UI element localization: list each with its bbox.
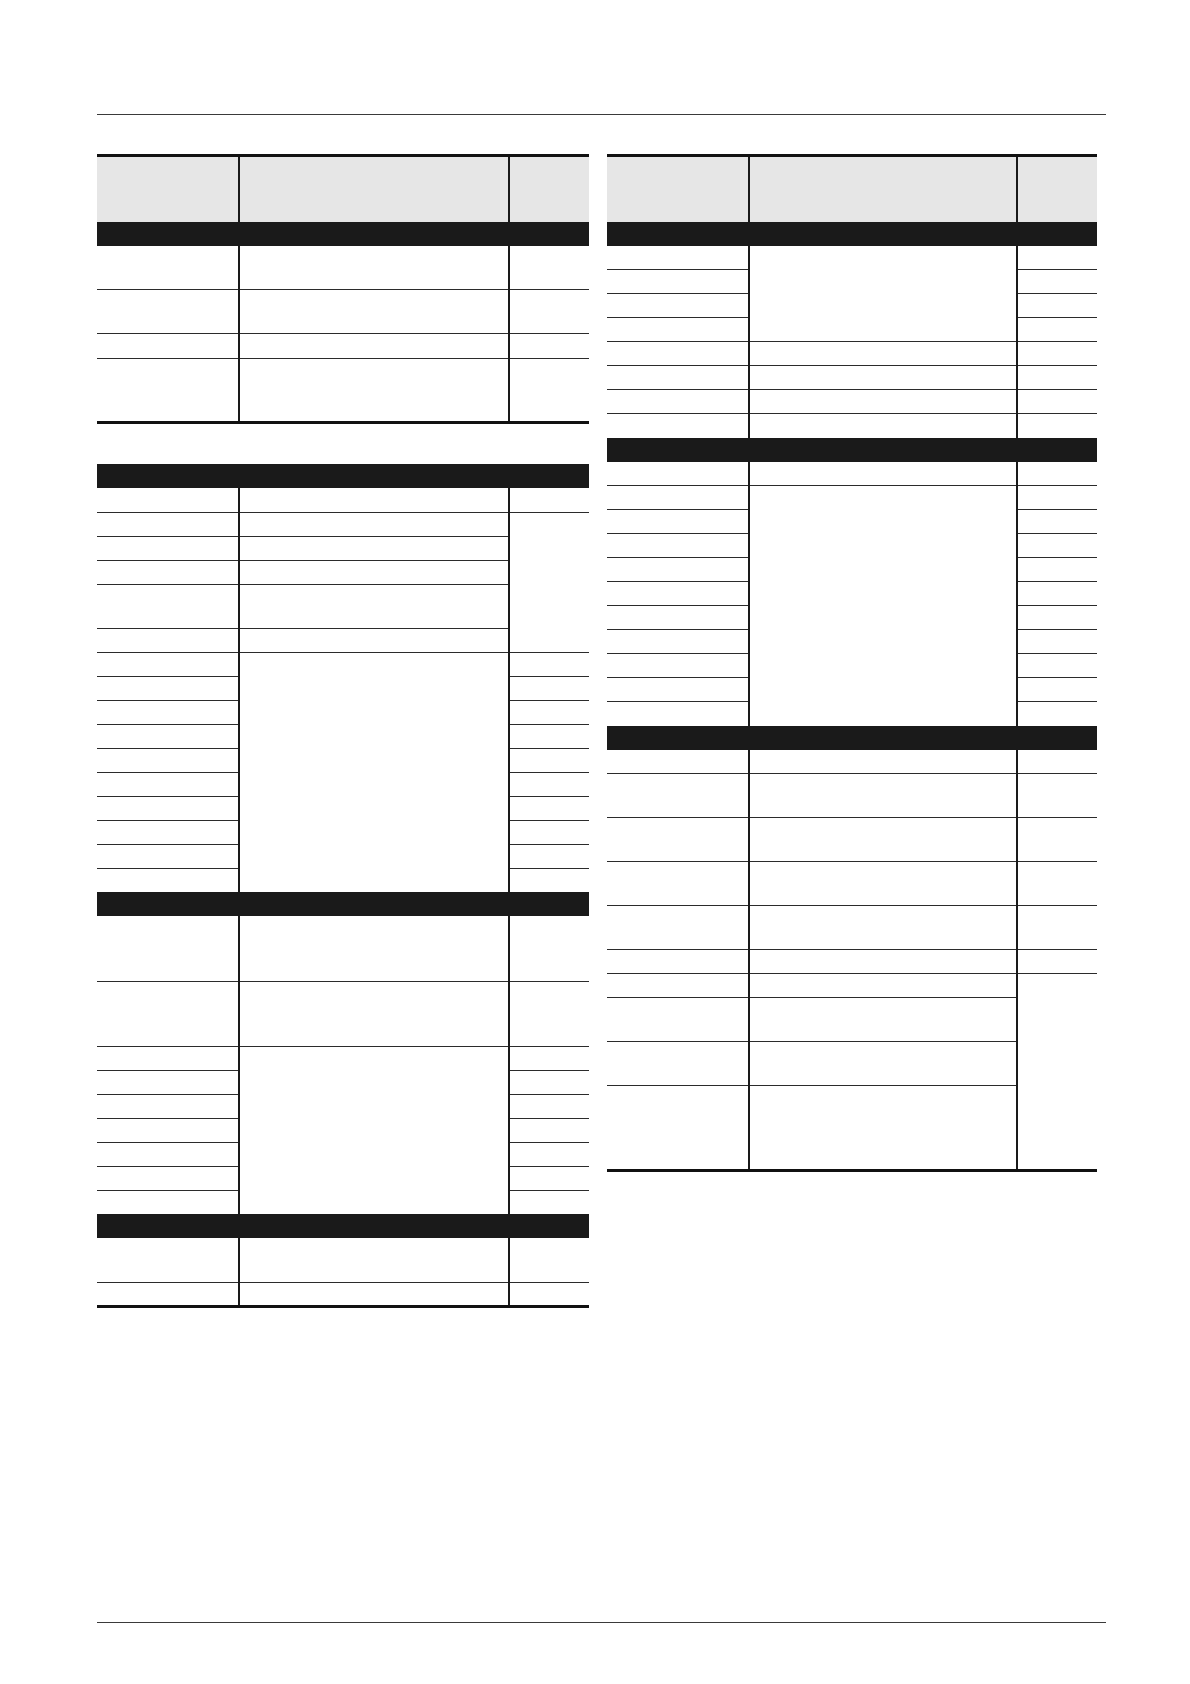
- column-header: [239, 156, 509, 222]
- section-header-row: [97, 892, 589, 916]
- column-header: [97, 156, 239, 222]
- section-header-row: [97, 464, 589, 488]
- table-row: [607, 906, 1097, 950]
- table-row: [607, 862, 1097, 906]
- table-row: [97, 1282, 589, 1306]
- table-row: [607, 390, 1097, 414]
- column-header: [509, 156, 589, 222]
- table-row: [607, 486, 1097, 510]
- footer-rule: [97, 1622, 1106, 1623]
- table-row: [97, 652, 589, 676]
- column-header: [607, 156, 749, 222]
- table-row: [97, 981, 589, 1046]
- section-header-row: [607, 438, 1097, 462]
- table-row: [607, 974, 1097, 998]
- table-row: [607, 414, 1097, 438]
- table-row: [97, 512, 589, 536]
- column-header: [749, 156, 1017, 222]
- table-row: [97, 246, 589, 290]
- table-row: [607, 342, 1097, 366]
- table-header-row: [97, 156, 589, 222]
- section-header-row: [97, 1214, 589, 1238]
- table-row: [97, 290, 589, 334]
- table-row: [97, 1046, 589, 1070]
- table-row: [607, 462, 1097, 486]
- table-row: [97, 916, 589, 981]
- table-row: [607, 950, 1097, 974]
- table-row: [97, 1238, 589, 1282]
- left-table-upper: [97, 154, 589, 424]
- table-row: [607, 774, 1097, 818]
- section-header-row: [97, 222, 589, 246]
- table-row: [97, 488, 589, 512]
- left-table-lower: [97, 464, 589, 1308]
- right-table: [607, 154, 1097, 1172]
- header-rule: [97, 114, 1106, 115]
- section-header-row: [607, 222, 1097, 246]
- table-header-row: [607, 156, 1097, 222]
- column-header: [1017, 156, 1097, 222]
- table-row: [607, 366, 1097, 390]
- table-row: [607, 246, 1097, 270]
- table-row: [97, 334, 589, 359]
- table-row: [607, 818, 1097, 862]
- section-header-row: [607, 726, 1097, 750]
- table-row: [97, 359, 589, 423]
- table-row: [607, 750, 1097, 774]
